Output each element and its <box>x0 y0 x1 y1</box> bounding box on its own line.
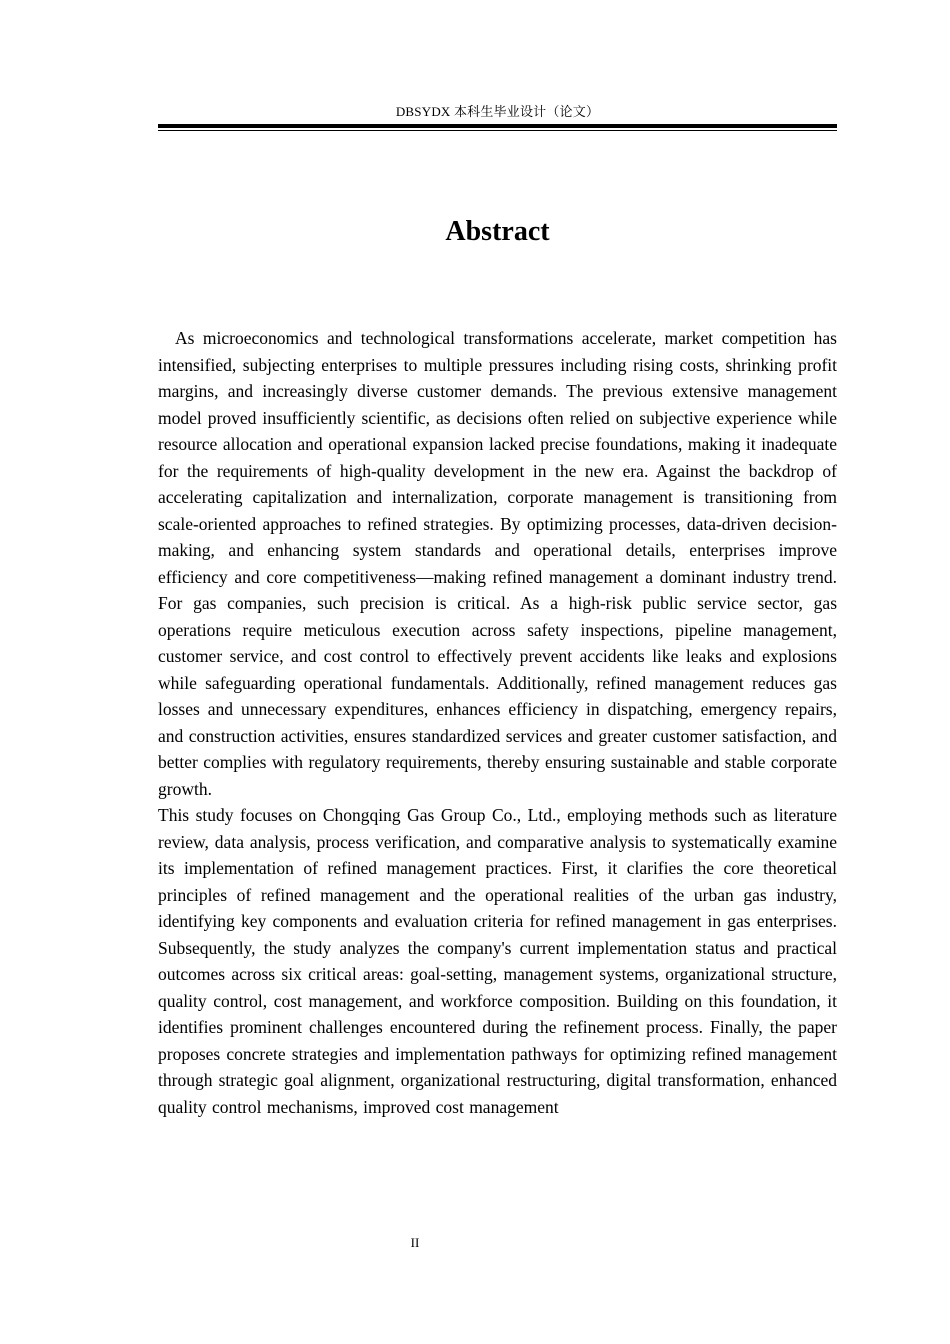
abstract-body <box>158 325 837 1120</box>
running-header: DBSYDX 本科生毕业设计（论文） <box>395 104 600 119</box>
abstract-paragraph-1: As microeconomics and technological transformations accelerate, market competition has intensified, subjecting enterprises to multiple pressures including rising costs, shrinking profit margins, and increasingly diverse customer demands. The previous extensive management model proved insufficiently scientific, as decisions often relied on subjective experience while resource allocation and operational expansion lacked precise foundations, making it inadequate for the requirements of high-quality development in the new era. Against the backdrop of accelerating capitalization and internalization, corporate management is transitioning from scale-oriented approaches to refined strategies. By optimizing processes, data-driven decision-making, and enhancing system standards and operational details, enterprises improve efficiency and core competitiveness—making refined management a dominant industry trend. For gas companies, such precision is critical. As a high-risk public service sector, gas operations require meticulous execution across safety inspections, pipeline management, customer service, and cost control to effectively prevent accidents like leaks and explosions while safeguarding operational fundamentals. Additionally, refined management reduces gas losses and unnecessary expenditures, enhances efficiency in dispatching, emergency repairs, and construction activities, ensures standardized services and greater customer satisfaction, and better complies with regulatory requirements, thereby ensuring sustainable and stable corporate growth. <box>158 328 837 799</box>
page-title: Abstract <box>445 216 550 247</box>
header-rule-thin <box>158 130 837 131</box>
header-rule-thick <box>158 124 837 128</box>
page-number: II <box>410 1235 420 1250</box>
abstract-paragraph-2: This study focuses on Chongqing Gas Group Co., Ltd., employing methods such as literature review, data analysis, process verification, and comparative analysis to systematically examine its implementation of refined management practices. First, it clarifies the core theoretical principles of refined management and the operational realities of the urban gas industry, identifying key components and evaluation criteria for refined management in gas enterprises. Subsequently, the study analyzes the company's current implementation status and practical outcomes across six critical areas: goal-setting, management systems, organizational structure, quality control, cost management, and workforce composition. Building on this foundation, it identifies prominent challenges encountered during the refinement process. Finally, the paper proposes concrete strategies and implementation pathways for optimizing refined management through strategic goal alignment, organizational restructuring, digital transformation, enhanced quality control mechanisms, improved cost management <box>158 805 837 1117</box>
